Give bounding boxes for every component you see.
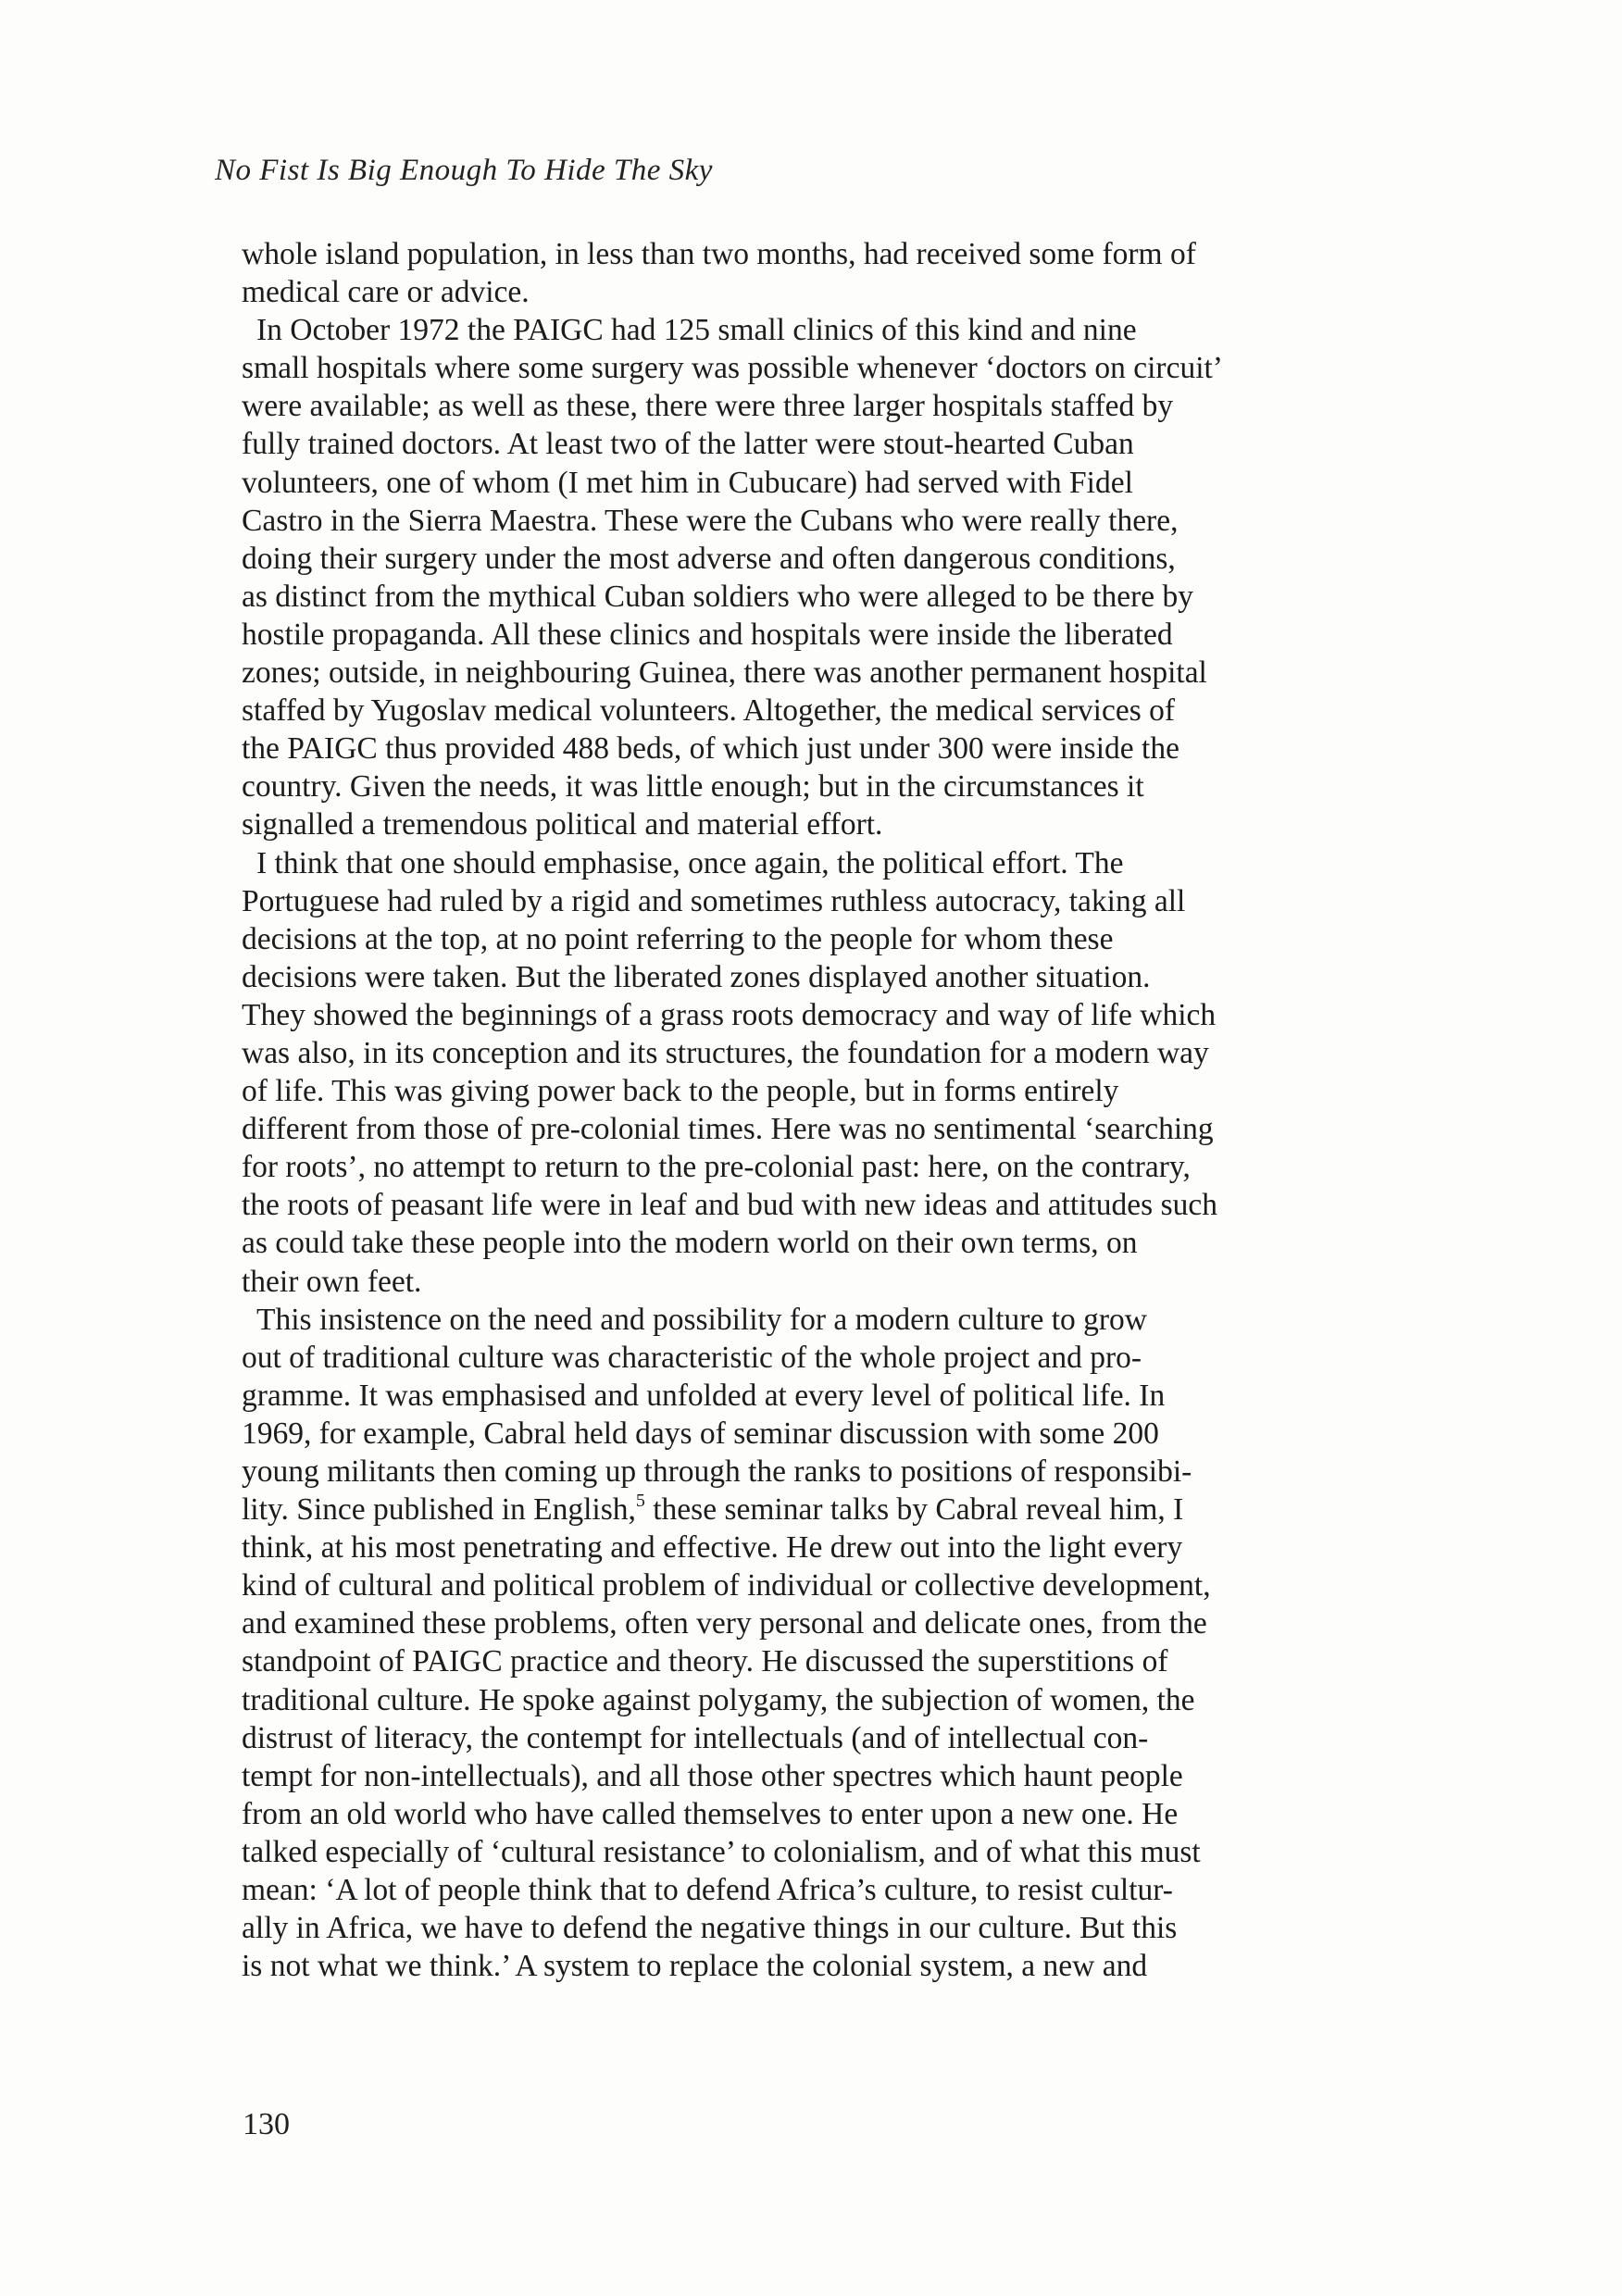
paragraph-start-line: I think that one should emphasise, once again, the political effort. The bbox=[256, 845, 1124, 880]
text-line: They showed the beginnings of a grass roots democracy and way of life which bbox=[242, 997, 1216, 1032]
paragraph-start-line: In October 1972 the PAIGC had 125 small clinics of this kind and nine bbox=[256, 313, 1137, 348]
text-line: standpoint of PAIGC practice and theory. He discussed the superstitions of bbox=[242, 1644, 1168, 1679]
text-line: whole island population, in less than two months, had received some form of bbox=[242, 237, 1196, 271]
text-line: zones; outside, in neighbouring Guinea, there was another permanent hospital bbox=[242, 655, 1207, 691]
text-line: for roots’, no attempt to return to the pre-colonial past: here, on the contrary, bbox=[242, 1150, 1191, 1185]
text-line: signalled a tremendous political and material effort. bbox=[242, 807, 883, 842]
text-line: think, at his most penetrating and effective. He drew out into the light every bbox=[242, 1530, 1183, 1566]
text-line: Castro in the Sierra Maestra. These were the Cubans who were really there, bbox=[242, 503, 1179, 538]
text-line: of life. This was giving power back to the people, but in forms entirely bbox=[242, 1074, 1119, 1109]
text-line: kind of cultural and political problem of individual or collective development, bbox=[242, 1568, 1211, 1603]
text-line: was also, in its conception and its structures, the foundation for a modern way bbox=[242, 1035, 1209, 1070]
text-line: fully trained doctors. At least two of the latter were stout-hearted Cuban bbox=[242, 427, 1134, 462]
text-segment: lity. Since published in English, bbox=[242, 1492, 636, 1528]
text-line: the PAIGC thus provided 488 beds, of which just under 300 were inside the bbox=[242, 731, 1179, 767]
footnote-marker: 5 bbox=[635, 1491, 645, 1512]
text-segment: these seminar talks by Cabral reveal him, I bbox=[644, 1492, 1184, 1528]
page-number: 130 bbox=[243, 2107, 290, 2141]
text-line: out of traditional culture was characteristic of the whole project and pro- bbox=[242, 1340, 1142, 1375]
text-line: medical care or advice. bbox=[242, 275, 530, 310]
body-text bbox=[242, 235, 1399, 1985]
text-line: decisions were taken. But the liberated zones displayed another situation. bbox=[242, 959, 1151, 994]
text-line: tempt for non-intellectuals), and all those other spectres which haunt people bbox=[242, 1758, 1183, 1793]
text-line: decisions at the top, at no point referring to the people for whom these bbox=[242, 921, 1114, 956]
text-line: and examined these problems, often very personal and delicate ones, from the bbox=[242, 1606, 1207, 1641]
text-line: were available; as well as these, there were three larger hospitals staffed by bbox=[242, 389, 1174, 424]
text-line: the roots of peasant life were in leaf and bud with new ideas and attitudes such bbox=[242, 1188, 1217, 1223]
text-line: doing their surgery under the most adverse and often dangerous conditions, bbox=[242, 541, 1176, 576]
text-line: different from those of pre-colonial times. Here was no sentimental ‘searching bbox=[242, 1112, 1214, 1147]
text-line: ally in Africa, we have to defend the negative things in our culture. But this bbox=[242, 1911, 1178, 1946]
text-line: from an old world who have called themselves to enter upon a new one. He bbox=[242, 1796, 1179, 1831]
text-line: small hospitals where some surgery was possible whenever ‘doctors on circuit’ bbox=[242, 351, 1223, 386]
text-line: as distinct from the mythical Cuban soldiers who were alleged to be there by bbox=[242, 579, 1193, 614]
text-line: distrust of literacy, the contempt for intellectuals (and of intellectual con- bbox=[242, 1720, 1149, 1755]
text-line: gramme. It was emphasised and unfolded at every level of political life. In bbox=[242, 1378, 1166, 1413]
text-line: talked especially of ‘cultural resistance’ to colonialism, and of what this must bbox=[242, 1834, 1201, 1869]
text-line: young militants then coming up through the ranks to positions of responsibi- bbox=[242, 1454, 1192, 1489]
text-line: mean: ‘A lot of people think that to defend Africa’s culture, to resist cultur- bbox=[242, 1873, 1173, 1908]
running-head: No Fist Is Big Enough To Hide The Sky bbox=[215, 154, 713, 187]
text-line: Portuguese had ruled by a rigid and sometimes ruthless autocracy, taking all bbox=[242, 883, 1186, 918]
text-line: their own feet. bbox=[242, 1264, 422, 1299]
text-line: staffed by Yugoslav medical volunteers. Altogether, the medical services of bbox=[242, 693, 1176, 729]
text-line: hostile propaganda. All these clinics and hospitals were inside the liberated bbox=[242, 617, 1173, 652]
text-line: is not what we think.’ A system to replace the colonial system, a new and bbox=[242, 1949, 1148, 1984]
text-line-with-footnote bbox=[242, 1491, 1399, 1529]
text-line: country. Given the needs, it was little enough; but in the circumstances it bbox=[242, 769, 1144, 805]
text-line: traditional culture. He spoke against polygamy, the subjection of women, the bbox=[242, 1682, 1195, 1717]
paragraph-start-line: This insistence on the need and possibility for a modern culture to grow bbox=[256, 1302, 1147, 1337]
text-line: as could take these people into the modern world on their own terms, on bbox=[242, 1226, 1138, 1261]
text-line: 1969, for example, Cabral held days of seminar discussion with some 200 bbox=[242, 1416, 1159, 1451]
text-line: volunteers, one of whom (I met him in Cubucare) had served with Fidel bbox=[242, 465, 1133, 500]
